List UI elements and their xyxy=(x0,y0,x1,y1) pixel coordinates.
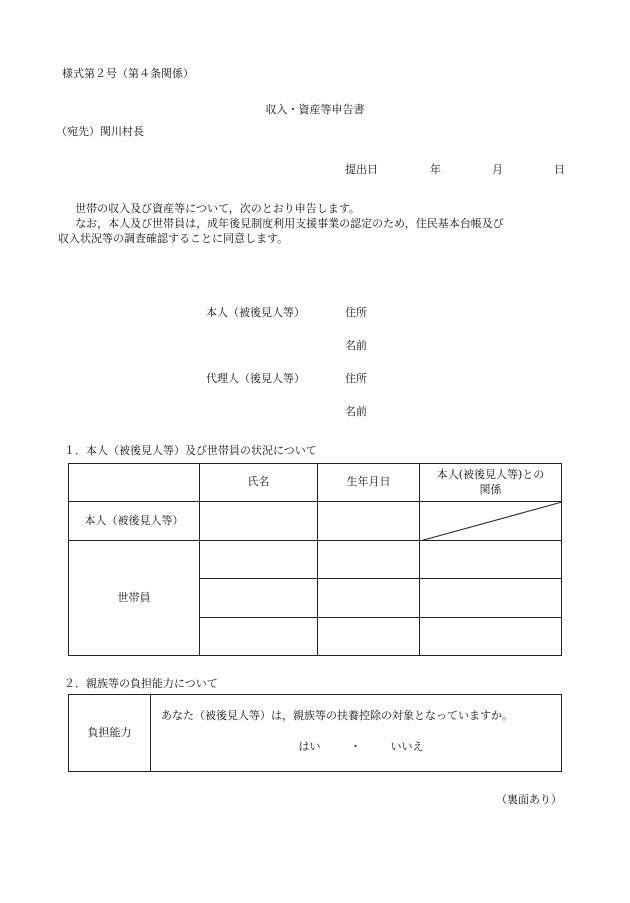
document-title: 収入・資産等申告書 xyxy=(265,103,365,116)
header-name: 氏名 xyxy=(200,464,318,502)
household-table-header xyxy=(69,464,562,502)
agent-address-label: 住所 xyxy=(345,372,367,385)
household-3-relationship-cell[interactable] xyxy=(420,618,562,656)
row-self-label: 本人（被後見人等） xyxy=(69,502,200,541)
header-birthdate: 生年月日 xyxy=(318,464,420,502)
household-table xyxy=(68,463,562,656)
household-1-birthdate-cell[interactable] xyxy=(318,541,420,579)
household-2-birthdate-cell[interactable] xyxy=(318,579,420,618)
household-2-name-cell[interactable] xyxy=(200,579,318,618)
statement-line-1: 世帯の収入及び資産等について，次のとおり申告します。 xyxy=(75,202,360,215)
self-relationship-cell-struck xyxy=(420,502,562,541)
applicant-address-label: 住所 xyxy=(345,306,367,319)
statement-line-2: なお，本人及び世帯員は，成年後見制度利用支援事業の認定のため，住民基本台帳及び xyxy=(75,216,504,230)
household-3-name-cell[interactable] xyxy=(200,618,318,656)
section1-title: １．本人（被後見人等）及び世帯員の状況について xyxy=(64,444,317,457)
household-3-birthdate-cell[interactable] xyxy=(318,618,420,656)
header-relationship-line-1: 本人(被後見人等)との xyxy=(436,467,545,481)
support-capacity-label: 負担能力 xyxy=(69,695,151,772)
option-no[interactable]: いいえ xyxy=(390,739,424,753)
household-2-relationship-cell[interactable] xyxy=(420,579,562,618)
applicant-label: 本人（被後見人等） xyxy=(206,306,305,319)
back-side-note: （裏面あり） xyxy=(496,793,562,806)
header-relationship-line-2: 関係 xyxy=(479,482,502,496)
yes-no-options xyxy=(161,740,561,755)
submission-day-label: 日 xyxy=(554,163,565,176)
household-1-relationship-cell[interactable] xyxy=(420,541,562,579)
consent-statement xyxy=(58,202,572,247)
household-1-name-cell[interactable] xyxy=(200,541,318,579)
submission-year-label: 年 xyxy=(430,163,441,176)
support-capacity-question-cell xyxy=(151,695,562,772)
self-birthdate-cell[interactable] xyxy=(318,502,420,541)
header-relationship xyxy=(420,464,562,502)
support-capacity-question: あなた（被後見人等）は，親族等の扶養控除の対象となっていますか。 xyxy=(161,709,513,722)
submission-date-label: 提出日 xyxy=(345,163,378,176)
form-number: 様式第２号（第４条関係） xyxy=(62,67,194,80)
agent-label: 代理人（後見人等） xyxy=(206,372,305,385)
applicant-name-label: 名前 xyxy=(345,339,367,352)
self-name-cell[interactable] xyxy=(200,502,318,541)
statement-line-3: 収入状況等の調査確認することに同意します。 xyxy=(58,231,289,245)
support-capacity-row xyxy=(69,695,562,772)
row-household-label: 世帯員 xyxy=(69,541,200,656)
addressee: （宛先）関川村長 xyxy=(56,125,144,138)
agent-name-label: 名前 xyxy=(345,405,367,418)
section2-title: ２．親族等の負担能力について xyxy=(64,677,218,690)
header-empty-cell xyxy=(69,464,200,502)
table-row-household-1 xyxy=(69,541,562,579)
submission-month-label: 月 xyxy=(492,163,503,176)
option-separator: ・ xyxy=(350,739,361,753)
support-capacity-table xyxy=(68,694,562,772)
table-row-self xyxy=(69,502,562,541)
diagonal-strike-line xyxy=(420,502,562,541)
option-yes[interactable]: はい xyxy=(298,739,321,753)
